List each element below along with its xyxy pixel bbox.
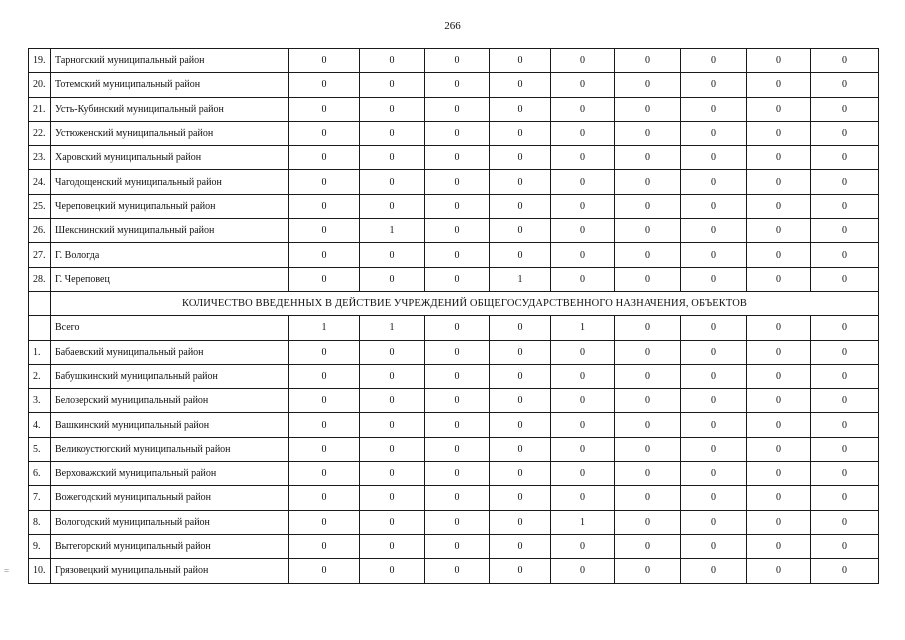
value-cell: 0 — [360, 559, 425, 583]
value-cell: 0 — [490, 486, 551, 510]
value-cell: 1 — [490, 267, 551, 291]
value-cell: 0 — [551, 267, 615, 291]
value-cell: 0 — [551, 170, 615, 194]
value-cell: 0 — [811, 364, 879, 388]
value-cell: 0 — [811, 194, 879, 218]
row-number: 9. — [29, 534, 51, 558]
value-cell: 0 — [747, 437, 811, 461]
value-cell: 0 — [747, 194, 811, 218]
value-cell: 0 — [551, 462, 615, 486]
row-number: 5. — [29, 437, 51, 461]
value-cell: 0 — [425, 194, 490, 218]
row-number: 2. — [29, 364, 51, 388]
value-cell: 0 — [615, 97, 681, 121]
value-cell: 0 — [360, 49, 425, 73]
value-cell: 0 — [360, 389, 425, 413]
value-cell: 0 — [551, 146, 615, 170]
table-row — [29, 437, 879, 461]
value-cell: 0 — [490, 534, 551, 558]
table-row — [29, 510, 879, 534]
value-cell: 0 — [425, 97, 490, 121]
value-cell: 0 — [615, 486, 681, 510]
value-cell: 0 — [289, 49, 360, 73]
row-district-name: Великоустюгский муниципальный район — [51, 437, 289, 461]
row-number: 4. — [29, 413, 51, 437]
value-cell: 0 — [425, 559, 490, 583]
row-number: 21. — [29, 97, 51, 121]
value-cell: 0 — [360, 510, 425, 534]
value-cell: 0 — [615, 219, 681, 243]
value-cell: 0 — [490, 462, 551, 486]
value-cell: 0 — [425, 413, 490, 437]
page-number: 266 — [444, 20, 461, 32]
table-row — [29, 267, 879, 291]
value-cell: 0 — [681, 170, 747, 194]
value-cell: 0 — [425, 243, 490, 267]
value-cell: 0 — [551, 340, 615, 364]
value-cell: 0 — [811, 121, 879, 145]
value-cell: 0 — [681, 194, 747, 218]
value-cell: 0 — [681, 340, 747, 364]
value-cell: 0 — [747, 316, 811, 340]
value-cell: 0 — [551, 219, 615, 243]
value-cell: 0 — [747, 121, 811, 145]
table-row — [29, 194, 879, 218]
value-cell: 0 — [289, 534, 360, 558]
value-cell: 0 — [289, 121, 360, 145]
value-cell: 0 — [747, 219, 811, 243]
value-cell: 0 — [615, 389, 681, 413]
value-cell: 0 — [490, 559, 551, 583]
value-cell: 0 — [490, 73, 551, 97]
row-district-name: Грязовецкий муниципальный район — [51, 559, 289, 583]
value-cell: 1 — [360, 316, 425, 340]
value-cell: 0 — [490, 243, 551, 267]
statistics-table — [28, 48, 879, 584]
value-cell: 0 — [289, 413, 360, 437]
table-row — [29, 316, 879, 340]
value-cell: 0 — [811, 267, 879, 291]
row-number: 10. — [29, 559, 51, 583]
value-cell: 0 — [551, 49, 615, 73]
value-cell: 0 — [490, 97, 551, 121]
value-cell: 0 — [490, 194, 551, 218]
value-cell: 0 — [425, 364, 490, 388]
value-cell: 0 — [551, 437, 615, 461]
value-cell: 0 — [490, 389, 551, 413]
value-cell: 0 — [490, 340, 551, 364]
row-district-name: Тарногский муниципальный район — [51, 49, 289, 73]
value-cell: 0 — [681, 559, 747, 583]
table-row — [29, 73, 879, 97]
table-body-top — [29, 49, 879, 292]
value-cell: 0 — [289, 437, 360, 461]
value-cell: 0 — [681, 364, 747, 388]
value-cell: 0 — [289, 219, 360, 243]
value-cell: 0 — [425, 121, 490, 145]
value-cell: 0 — [811, 437, 879, 461]
row-district-name: Вытегорский муниципальный район — [51, 534, 289, 558]
value-cell: 0 — [747, 413, 811, 437]
value-cell: 0 — [425, 437, 490, 461]
value-cell: 0 — [360, 267, 425, 291]
value-cell: 0 — [425, 73, 490, 97]
section-header-row — [29, 291, 879, 315]
row-district-name: Чагодощенский муниципальный район — [51, 170, 289, 194]
value-cell: 0 — [681, 316, 747, 340]
table-row — [29, 340, 879, 364]
value-cell: 1 — [289, 316, 360, 340]
value-cell: 0 — [289, 486, 360, 510]
value-cell: 0 — [551, 413, 615, 437]
table-row — [29, 243, 879, 267]
row-district-name: Всего — [51, 316, 289, 340]
row-district-name: Вашкинский муниципальный район — [51, 413, 289, 437]
value-cell: 0 — [360, 121, 425, 145]
value-cell: 0 — [551, 534, 615, 558]
table-row — [29, 170, 879, 194]
value-cell: 0 — [360, 437, 425, 461]
value-cell: 0 — [681, 486, 747, 510]
value-cell: 0 — [289, 243, 360, 267]
value-cell: 0 — [681, 146, 747, 170]
table-row — [29, 219, 879, 243]
value-cell: 0 — [811, 486, 879, 510]
value-cell: 0 — [811, 316, 879, 340]
value-cell: 0 — [551, 194, 615, 218]
row-number: 8. — [29, 510, 51, 534]
value-cell: 0 — [615, 510, 681, 534]
table-row — [29, 389, 879, 413]
value-cell: 0 — [811, 413, 879, 437]
value-cell: 0 — [811, 534, 879, 558]
row-number: 7. — [29, 486, 51, 510]
value-cell: 0 — [425, 267, 490, 291]
table-body-bottom — [29, 316, 879, 583]
value-cell: 0 — [425, 170, 490, 194]
value-cell: 0 — [425, 146, 490, 170]
value-cell: 0 — [360, 364, 425, 388]
value-cell: 0 — [615, 559, 681, 583]
value-cell: 0 — [551, 364, 615, 388]
value-cell: 0 — [289, 510, 360, 534]
row-district-name: Верховажский муниципальный район — [51, 462, 289, 486]
value-cell: 0 — [289, 462, 360, 486]
value-cell: 0 — [425, 389, 490, 413]
table-row — [29, 534, 879, 558]
value-cell: 0 — [747, 389, 811, 413]
value-cell: 0 — [681, 267, 747, 291]
value-cell: 0 — [681, 510, 747, 534]
value-cell: 0 — [615, 194, 681, 218]
table-row — [29, 97, 879, 121]
value-cell: 0 — [490, 510, 551, 534]
value-cell: 0 — [681, 534, 747, 558]
value-cell: 0 — [425, 340, 490, 364]
value-cell: 0 — [360, 340, 425, 364]
row-district-name: Харовский муниципальный район — [51, 146, 289, 170]
value-cell: 0 — [360, 243, 425, 267]
value-cell: 0 — [747, 243, 811, 267]
value-cell: 0 — [289, 170, 360, 194]
value-cell: 0 — [747, 340, 811, 364]
value-cell: 0 — [747, 534, 811, 558]
value-cell: 0 — [615, 437, 681, 461]
value-cell: 0 — [425, 49, 490, 73]
value-cell: 0 — [551, 389, 615, 413]
value-cell: 0 — [681, 437, 747, 461]
value-cell: 0 — [681, 389, 747, 413]
row-district-name: Г. Череповец — [51, 267, 289, 291]
row-number: 23. — [29, 146, 51, 170]
value-cell: 0 — [360, 170, 425, 194]
value-cell: 0 — [551, 559, 615, 583]
value-cell: 0 — [811, 170, 879, 194]
row-district-name: Череповецкий муниципальный район — [51, 194, 289, 218]
value-cell: 0 — [490, 219, 551, 243]
row-number: 22. — [29, 121, 51, 145]
value-cell: 0 — [425, 486, 490, 510]
value-cell: 0 — [360, 462, 425, 486]
value-cell: 0 — [551, 486, 615, 510]
value-cell: 1 — [551, 316, 615, 340]
value-cell: 0 — [360, 146, 425, 170]
value-cell: 0 — [615, 146, 681, 170]
value-cell: 0 — [615, 49, 681, 73]
row-number: 28. — [29, 267, 51, 291]
row-number: 27. — [29, 243, 51, 267]
value-cell: 0 — [681, 413, 747, 437]
table-row — [29, 413, 879, 437]
value-cell: 0 — [681, 97, 747, 121]
value-cell: 1 — [551, 510, 615, 534]
value-cell: 0 — [681, 121, 747, 145]
row-number: 26. — [29, 219, 51, 243]
value-cell: 1 — [360, 219, 425, 243]
value-cell: 0 — [289, 97, 360, 121]
value-cell: 0 — [490, 413, 551, 437]
value-cell: 0 — [360, 486, 425, 510]
value-cell: 0 — [747, 510, 811, 534]
value-cell: 0 — [425, 510, 490, 534]
value-cell: 0 — [811, 97, 879, 121]
value-cell: 0 — [289, 194, 360, 218]
value-cell: 0 — [681, 73, 747, 97]
row-district-name: Бабушкинский муниципальный район — [51, 364, 289, 388]
value-cell: 0 — [615, 170, 681, 194]
row-number: 3. — [29, 389, 51, 413]
value-cell: 0 — [289, 146, 360, 170]
value-cell: 0 — [747, 486, 811, 510]
value-cell: 0 — [747, 559, 811, 583]
value-cell: 0 — [811, 73, 879, 97]
value-cell: 0 — [747, 267, 811, 291]
value-cell: 0 — [490, 121, 551, 145]
row-district-name: Тотемский муниципальный район — [51, 73, 289, 97]
value-cell: 0 — [360, 97, 425, 121]
value-cell: 0 — [747, 146, 811, 170]
row-number: 25. — [29, 194, 51, 218]
value-cell: 0 — [615, 534, 681, 558]
value-cell: 0 — [360, 534, 425, 558]
table-row — [29, 121, 879, 145]
value-cell: 0 — [615, 267, 681, 291]
row-district-name: Г. Вологда — [51, 243, 289, 267]
value-cell: 0 — [289, 389, 360, 413]
value-cell: 0 — [289, 559, 360, 583]
row-district-name: Устюженский муниципальный район — [51, 121, 289, 145]
value-cell: 0 — [360, 194, 425, 218]
value-cell: 0 — [747, 170, 811, 194]
value-cell: 0 — [490, 146, 551, 170]
value-cell: 0 — [289, 267, 360, 291]
row-district-name: Бабаевский муниципальный район — [51, 340, 289, 364]
section-number-cell — [29, 291, 51, 315]
table-row — [29, 486, 879, 510]
value-cell: 0 — [490, 49, 551, 73]
value-cell: 0 — [747, 364, 811, 388]
value-cell: 0 — [747, 49, 811, 73]
row-district-name: Усть-Кубинский муниципальный район — [51, 97, 289, 121]
value-cell: 0 — [811, 559, 879, 583]
row-number: 24. — [29, 170, 51, 194]
value-cell: 0 — [811, 49, 879, 73]
table-row — [29, 146, 879, 170]
row-number — [29, 316, 51, 340]
value-cell: 0 — [811, 146, 879, 170]
value-cell: 0 — [615, 243, 681, 267]
value-cell: 0 — [289, 73, 360, 97]
value-cell: 0 — [425, 462, 490, 486]
value-cell: 0 — [681, 462, 747, 486]
value-cell: 0 — [425, 316, 490, 340]
row-district-name: Шекснинский муниципальный район — [51, 219, 289, 243]
value-cell: 0 — [551, 243, 615, 267]
value-cell: 0 — [615, 413, 681, 437]
value-cell: 0 — [747, 97, 811, 121]
value-cell: 0 — [360, 413, 425, 437]
section-title: КОЛИЧЕСТВО ВВЕДЕННЫХ В ДЕЙСТВИЕ УЧРЕЖДЕНИЙ ОБЩЕГОСУДАРСТВЕННОГО НАЗНАЧЕНИЯ, ОБЪЕКТОВ — [51, 291, 879, 315]
value-cell: 0 — [615, 121, 681, 145]
value-cell: 0 — [681, 219, 747, 243]
row-district-name: Белозерский муниципальный район — [51, 389, 289, 413]
value-cell: 0 — [811, 510, 879, 534]
table-row — [29, 559, 879, 583]
value-cell: 0 — [811, 389, 879, 413]
value-cell: 0 — [490, 170, 551, 194]
section-header-group — [29, 291, 879, 315]
value-cell: 0 — [490, 316, 551, 340]
row-number: 20. — [29, 73, 51, 97]
value-cell: 0 — [289, 340, 360, 364]
table-row — [29, 364, 879, 388]
value-cell: 0 — [490, 437, 551, 461]
value-cell: 0 — [615, 73, 681, 97]
value-cell: 0 — [615, 316, 681, 340]
value-cell: 0 — [490, 364, 551, 388]
value-cell: 0 — [425, 219, 490, 243]
value-cell: 0 — [747, 73, 811, 97]
row-number: 1. — [29, 340, 51, 364]
row-district-name: Вологодский муниципальный район — [51, 510, 289, 534]
value-cell: 0 — [681, 49, 747, 73]
value-cell: 0 — [551, 97, 615, 121]
row-district-name: Вожегодский муниципальный район — [51, 486, 289, 510]
value-cell: 0 — [811, 462, 879, 486]
value-cell: 0 — [615, 462, 681, 486]
value-cell: 0 — [811, 340, 879, 364]
margin-mark: = — [4, 566, 10, 576]
value-cell: 0 — [425, 534, 490, 558]
value-cell: 0 — [811, 243, 879, 267]
value-cell: 0 — [615, 364, 681, 388]
value-cell: 0 — [360, 73, 425, 97]
table-row — [29, 462, 879, 486]
table-row — [29, 49, 879, 73]
value-cell: 0 — [747, 462, 811, 486]
value-cell: 0 — [551, 121, 615, 145]
value-cell: 0 — [289, 364, 360, 388]
value-cell: 0 — [811, 219, 879, 243]
row-number: 19. — [29, 49, 51, 73]
value-cell: 0 — [681, 243, 747, 267]
value-cell: 0 — [615, 340, 681, 364]
row-number: 6. — [29, 462, 51, 486]
value-cell: 0 — [551, 73, 615, 97]
